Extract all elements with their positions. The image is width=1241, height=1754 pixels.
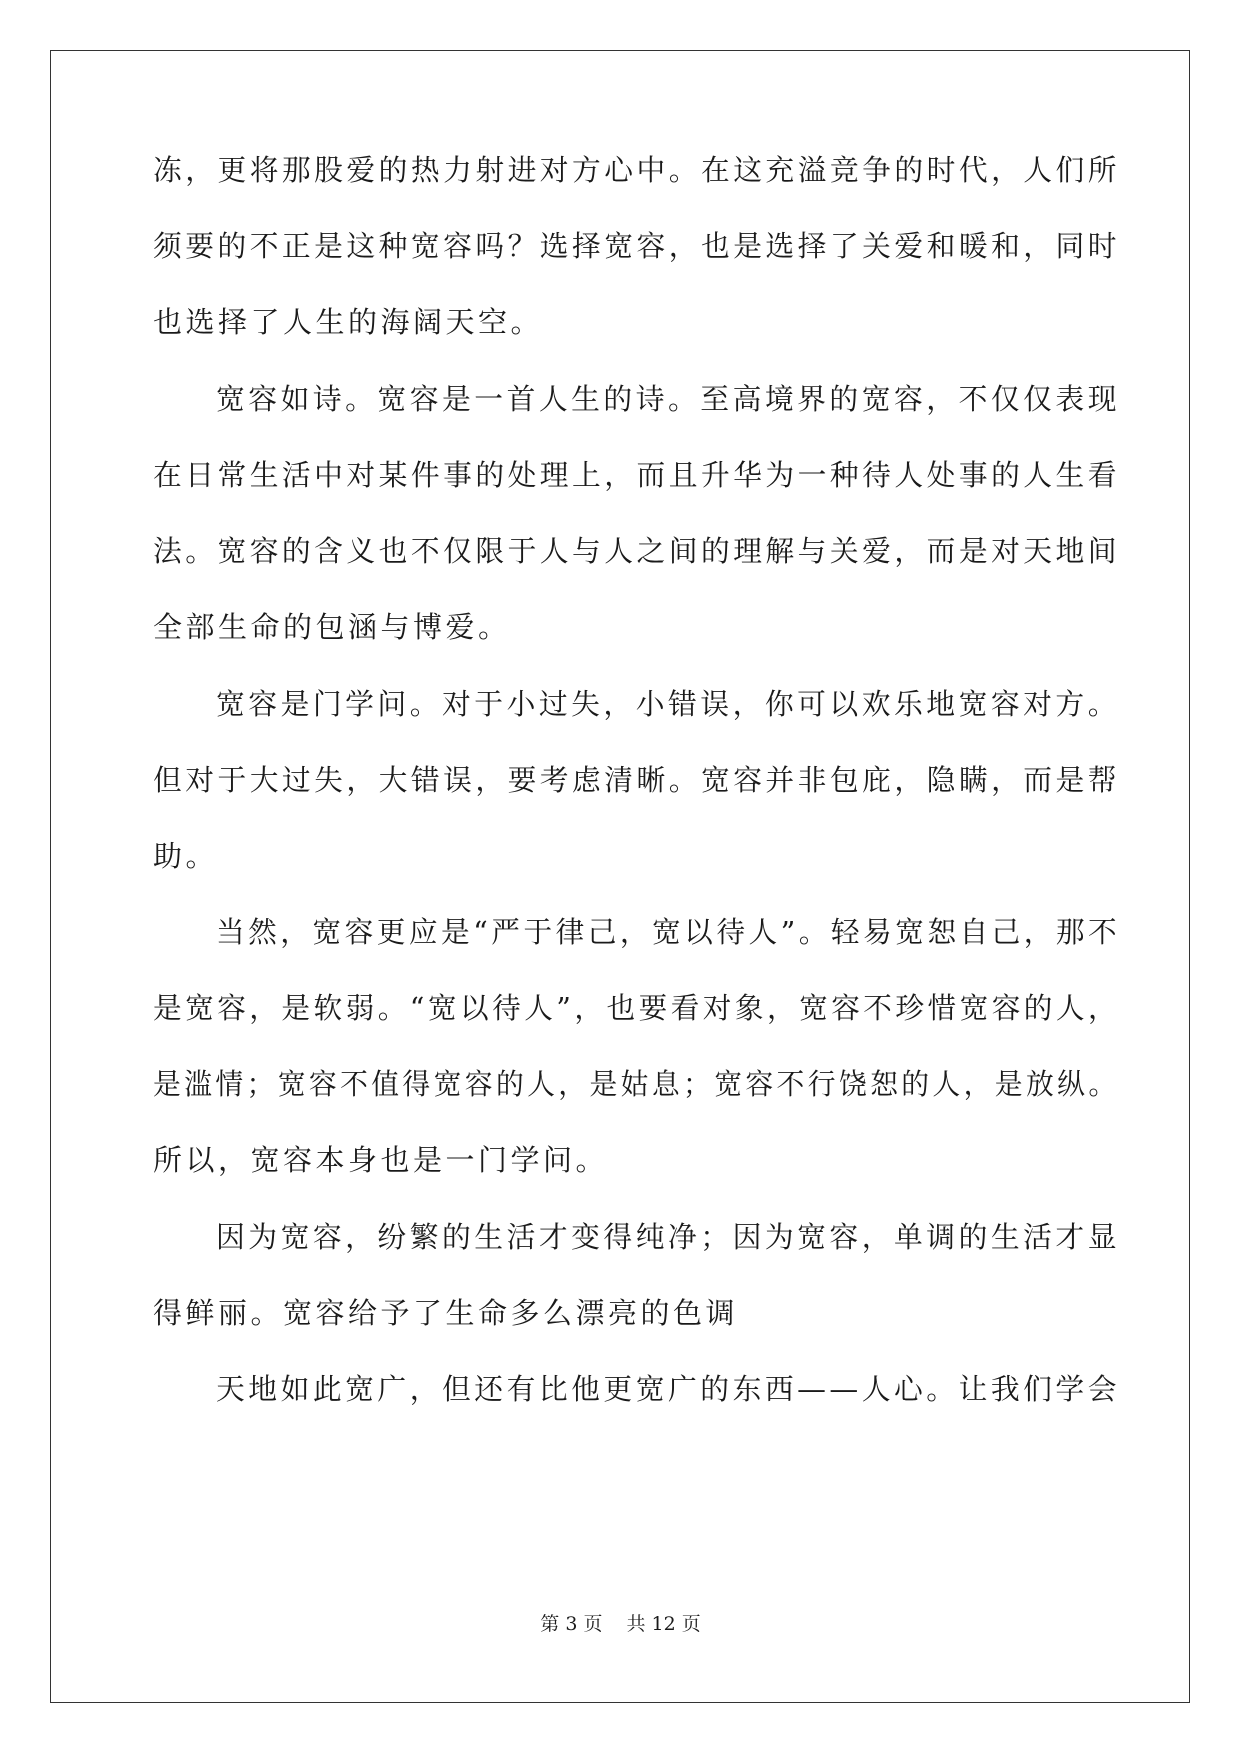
body-line-4: 宽容如诗。宽容是一首人生的诗。至高境界的宽容，不仅仅表现 <box>216 382 1121 416</box>
page-number: 第 3 页 <box>540 1613 603 1635</box>
page-footer <box>0 1612 1241 1636</box>
body-line-10: 助。 <box>153 839 219 873</box>
body-line-14: 所以，宽容本身也是一门学问。 <box>153 1143 609 1177</box>
body-line-8: 宽容是门学问。对于小过失，小错误，你可以欢乐地宽容对方。 <box>216 687 1121 721</box>
body-line-12: 是宽容，是软弱。“宽以待人”，也要看对象，宽容不珍惜宽容的人， <box>153 991 1121 1025</box>
body-line-16: 得鲜丽。宽容给予了生命多么漂亮的色调 <box>153 1296 739 1330</box>
body-line-6: 法。宽容的含义也不仅限于人与人之间的理解与关爱，而是对天地间 <box>153 534 1121 568</box>
page-total: 共 12 页 <box>626 1613 701 1635</box>
body-line-11: 当然，宽容更应是“严于律己，宽以待人”。轻易宽恕自己，那不 <box>216 915 1121 949</box>
body-line-1: 冻，更将那股爱的热力射进对方心中。在这充溢竞争的时代，人们所 <box>153 153 1121 187</box>
page-border <box>50 50 1190 1703</box>
body-line-13: 是滥情；宽容不值得宽容的人，是姑息；宽容不行饶恕的人，是放纵。 <box>153 1067 1120 1101</box>
body-line-3: 也选择了人生的海阔天空。 <box>153 305 544 339</box>
body-line-15: 因为宽容，纷繁的生活才变得纯净；因为宽容，单调的生活才显 <box>216 1220 1121 1254</box>
body-line-17: 天地如此宽广，但还有比他更宽广的东西——人心。让我们学会 <box>216 1372 1121 1406</box>
body-line-5: 在日常生活中对某件事的处理上，而且升华为一种待人处事的人生看 <box>153 458 1121 492</box>
body-line-2: 须要的不正是这种宽容吗？选择宽容，也是选择了关爱和暖和，同时 <box>153 229 1121 263</box>
body-line-7: 全部生命的包涵与博爱。 <box>153 610 511 644</box>
body-line-9: 但对于大过失，大错误，要考虑清晰。宽容并非包庇，隐瞒，而是帮 <box>153 763 1121 797</box>
